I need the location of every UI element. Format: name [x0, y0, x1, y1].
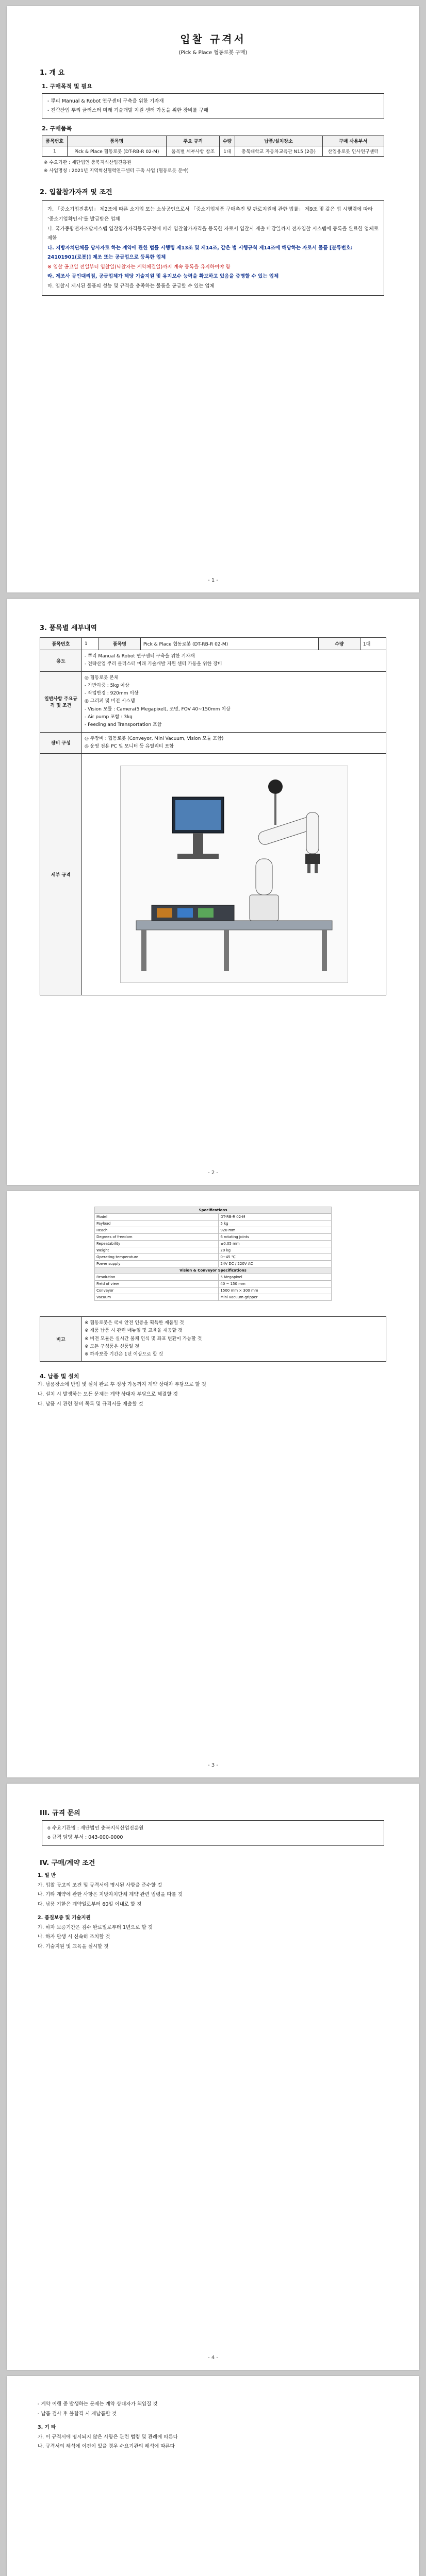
row-label: 용도 [40, 650, 82, 672]
condition-line: 가. 하자 보증기간은 검수 완료일로부터 1년으로 할 것 [38, 1924, 153, 1930]
remark-table [40, 1316, 386, 1362]
table-header: 주요 규격 [167, 136, 220, 146]
table-cell: Pick & Place 협동로봇 (DT-RB-R 02-M) [67, 146, 166, 157]
table-row [95, 1247, 332, 1254]
table-header: 납품/설치장소 [235, 136, 322, 146]
robot-cell-illustration [121, 766, 348, 982]
table-header: 수량 [318, 638, 360, 650]
table-row [95, 1287, 332, 1294]
use-cell [82, 650, 386, 672]
remark-line: ※ 제품 납품 시 관련 매뉴얼 및 교육을 제공할 것 [85, 1328, 183, 1334]
spec-value: 5 Megapixel [219, 1274, 332, 1281]
text-line: - 납품 검사 후 불합격 시 재납품할 것 [38, 2411, 117, 2417]
part-heading: 3. 기 타 [38, 2425, 56, 2431]
note-line: ※ 수요기관 : 재단법인 충북지식산업진흥원 [44, 160, 132, 166]
document-title: 입찰 규격서 [180, 33, 246, 45]
table-header: 수량 [220, 136, 235, 146]
subsection-purpose: 1. 구매목적 및 필요 [42, 83, 92, 90]
table-header: 구매 사용부서 [322, 136, 384, 146]
spec-key: Resolution [95, 1274, 219, 1281]
eligibility-line: 가. 「중소기업진흥법」 제2조에 따른 소기업 또는 소상공인으로서 「중소기업제품 구매촉진 및 판로지원에 관한 법률」 제9조 및 같은 법 시행령에 따라 ‘중소기업확인서’를 발급받은 업체 [47, 207, 373, 222]
installation-text [38, 1380, 388, 1409]
continued-text [38, 2400, 388, 2452]
install-line: 가. 납품장소에 반입 및 설치 완료 후 정상 가동까지 계약 상대자 부담으로 할 것 [38, 1382, 206, 1388]
spec-title: Specifications [95, 1207, 332, 1214]
condition-line: 다. 기술지원 및 교육을 실시할 것 [38, 1943, 109, 1950]
section-eligibility: 2. 입찰참가자격 및 조건 [40, 189, 112, 197]
remark-line: ※ 하자보증 기간은 1년 이상으로 할 것 [85, 1352, 163, 1358]
item-detail-table [40, 637, 386, 995]
spec-value: 20 kg [219, 1247, 332, 1254]
spec-key: Conveyor [95, 1287, 219, 1294]
section-item-details: 3. 품목별 세부내역 [40, 624, 97, 632]
page-4 [7, 1784, 419, 2370]
spec-line: - 작업반경 : 920mm 이상 [85, 691, 139, 697]
spec-key: Field of view [95, 1281, 219, 1287]
table-cell: 1 [42, 146, 68, 157]
page-number: - 4 - [208, 2355, 218, 2361]
spec-key: Repeatability [95, 1241, 219, 1247]
install-line: 나. 설치 시 발생하는 모든 문제는 계약 상대자 부담으로 해결할 것 [38, 1392, 178, 1397]
text-line: - 계약 이행 중 발생하는 문제는 계약 상대자가 책임질 것 [38, 2401, 158, 2407]
contact-line: o 수요기관명 : 재단법인 충북지식산업진흥원 [47, 1825, 144, 1831]
table-header: 품목명 [67, 136, 166, 146]
figure-cell [82, 754, 386, 995]
contact-line: o 규격 담당 부서 : 043-000-0000 [47, 1835, 123, 1841]
purchase-item-table [42, 135, 384, 157]
spec-key: Payload [95, 1221, 219, 1227]
composition-cell [82, 732, 386, 754]
table-row [95, 1294, 332, 1301]
spec-line: ◎ 그리퍼 및 비전 시스템 [85, 699, 135, 704]
section-conditions: IV. 구매/계약 조건 [40, 1859, 95, 1868]
table-cell: Pick & Place 협동로봇 (DT-RB-R 02-M) [140, 638, 318, 650]
table-row [95, 1261, 332, 1267]
spec-key: Reach [95, 1227, 219, 1234]
use-line: - 뿌리 Manual & Robot 연구센터 구축을 위한 기자재 [85, 654, 195, 659]
table-cell: 1대 [220, 146, 235, 157]
spec-cell [82, 671, 386, 732]
table-row [42, 146, 384, 157]
purpose-line: - 전략산업 뿌리 클러스터 미래 기술개발 지원 센터 가동을 위한 장비를 구매 [47, 108, 208, 114]
table-row [95, 1234, 332, 1241]
document-subtitle: (Pick & Place 협동로봇 구매) [178, 50, 248, 56]
notes [44, 159, 419, 175]
spec-value: 24V DC / 220V AC [219, 1261, 332, 1267]
page-1 [7, 6, 419, 592]
table-cell: 1대 [360, 638, 386, 650]
spec-line: - Vision 모듈 : Camera(5 Megapixel), 조명, FOV 40~150mm 이상 [85, 706, 231, 712]
remark-line: ※ 모든 구성품은 신품일 것 [85, 1344, 139, 1349]
table-row [95, 1227, 332, 1234]
spec-value: Mini vacuum gripper [219, 1294, 332, 1301]
table-header: 품목번호 [42, 136, 68, 146]
subsection-installation: 4. 납품 및 설치 [40, 1373, 79, 1380]
spec-value: 0~45 ℃ [219, 1254, 332, 1261]
conditions-text [38, 1871, 388, 1952]
table-row [95, 1214, 332, 1221]
row-label: 장비 구성 [40, 732, 82, 754]
spec-value: 40 ~ 150 mm [219, 1281, 332, 1287]
page-2 [7, 599, 419, 1185]
page-number: - 2 - [208, 1170, 218, 1176]
spec-value: 6 rotating joints [219, 1234, 332, 1241]
spec-key: Power supply [95, 1261, 219, 1267]
remark-line: ※ 협동로봇은 국제 안전 인증을 획득한 제품일 것 [85, 1320, 184, 1326]
part-heading: 2. 품질보증 및 기술지원 [38, 1915, 91, 1921]
composition-line: ◎ 운영 전용 PC 및 모니터 등 유틸리티 포함 [85, 743, 174, 749]
spec-line: ◎ 협동로봇 본체 [85, 675, 119, 681]
part-heading: 1. 일 반 [38, 1873, 56, 1879]
condition-line: 나. 규격서의 해석에 이견이 있을 경우 수요기관의 해석에 따른다 [38, 2444, 175, 2450]
page-number: - 3 - [208, 1762, 218, 1768]
page-number: - 1 - [208, 578, 218, 583]
remark-cell [82, 1317, 386, 1362]
use-line: - 전략산업 뿌리 클러스터 미래 기술개발 지원 센터 가동을 위한 장비 [85, 662, 222, 667]
condition-line: 가. 입찰 공고의 조건 및 규격서에 명시된 사항을 준수할 것 [38, 1882, 162, 1888]
vision-title: Vision & Conveyor Specifications [95, 1267, 332, 1274]
robot-system-figure [120, 766, 348, 983]
condition-line: 가. 이 규격서에 명시되지 않은 사항은 관련 법령 및 관례에 따른다 [38, 2434, 178, 2440]
spec-line: - 가반하중 : 5kg 이상 [85, 683, 129, 688]
spec-key: Model [95, 1214, 219, 1221]
spec-value: ±0.05 mm [219, 1241, 332, 1247]
spec-key: Degrees of freedom [95, 1234, 219, 1241]
purpose-line: - 뿌리 Manual & Robot 연구센터 구축을 위한 기자재 [47, 98, 164, 104]
purpose-box [42, 93, 384, 119]
note-line: ※ 사업명칭 : 2021년 지역혁신협력연구센터 구축 사업 (협동로봇 분야) [44, 168, 189, 174]
eligibility-line: 마. 입찰시 제시된 물품의 성능 및 규격을 충족하는 물품을 공급할 수 있는 업체 [47, 283, 215, 289]
spec-value: DT-RB-R 02-M [219, 1214, 332, 1221]
row-label: 세부 규격 [40, 754, 82, 995]
table-header: 품목번호 [40, 638, 82, 650]
table-row [95, 1221, 332, 1227]
row-label: 일반사항 주요규격 및 조건 [40, 671, 82, 732]
composition-line: ◎ 주장비 : 협동로봇 (Conveyor, Mini Vacuum, Vision 모듈 포함) [85, 736, 224, 741]
table-row [95, 1241, 332, 1247]
page-3 [7, 1191, 419, 1777]
table-cell: 산업용로봇 인사연구센터 [322, 146, 384, 157]
spec-key: Weight [95, 1247, 219, 1254]
spec-value: 920 mm [219, 1227, 332, 1234]
table-cell: 1 [82, 638, 99, 650]
spec-line: - Air pump 포함 : 3kg [85, 715, 133, 720]
eligibility-line: 나. 국가종합전자조달시스템 입찰참가자격등록규정에 따라 입찰참가자격을 등록한 자로서 입찰서 제출 마감일까지 전자입찰 시스템에 등록을 완료한 업체로 제한 [47, 226, 379, 242]
install-line: 다. 납품 시 관련 장비 목록 및 규격서를 제출할 것 [38, 1401, 143, 1407]
spec-key: Operating temperature [95, 1254, 219, 1261]
specifications-table [94, 1207, 332, 1301]
subsection-items: 2. 구매품목 [42, 125, 72, 132]
table-row [95, 1254, 332, 1261]
condition-line: 나. 기타 계약에 관한 사항은 지방자치단체 계약 관련 법령을 따를 것 [38, 1892, 183, 1898]
section-inquiry: III. 규격 문의 [40, 1809, 80, 1817]
section-overview: 1. 개 요 [40, 69, 65, 77]
spec-line: - Feeding and Transportation 포함 [85, 722, 162, 728]
remark-line: ※ 비전 모듈은 실시간 물체 인식 및 좌표 변환이 가능할 것 [85, 1336, 202, 1342]
spec-value: 5 kg [219, 1221, 332, 1227]
table-row [95, 1274, 332, 1281]
condition-line: 다. 납품 기한은 계약일로부터 60일 이내로 할 것 [38, 1901, 142, 1907]
eligibility-line: 라. 제조사 공인대리점, 공급업체가 해당 기술지원 및 유지보수 능력을 확보하고 있음을 증명할 수 있는 업체 [47, 274, 279, 280]
eligibility-line: 다. 지방자치단체를 당사자로 하는 계약에 관한 법률 시행령 제13조 및 제14조, 같은 법 시행규칙 제14조에 해당하는 자로서 물품 [분류번호: 24101901(로봇)] 제조 또는 공급업으로 등록한 업체 [47, 245, 353, 261]
eligibility-line: ※ 입찰 공고일 전일부터 입찰일(낙찰자는 계약체결일)까지 계속 등록을 유지하여야 함 [47, 264, 231, 270]
table-cell: 충북대학교 자동차교육관 N15 (2층) [235, 146, 322, 157]
table-row [95, 1281, 332, 1287]
table-header: 품목명 [99, 638, 140, 650]
page-5 [7, 2376, 419, 2576]
spec-key: Vacuum [95, 1294, 219, 1301]
condition-line: 나. 하자 발생 시 신속히 조치할 것 [38, 1934, 110, 1940]
row-label: 비고 [40, 1317, 82, 1362]
table-cell: 품목별 세부사항 참조 [167, 146, 220, 157]
spec-value: 1500 mm × 300 mm [219, 1287, 332, 1294]
eligibility-box [42, 200, 384, 296]
contact-box [42, 1820, 384, 1846]
